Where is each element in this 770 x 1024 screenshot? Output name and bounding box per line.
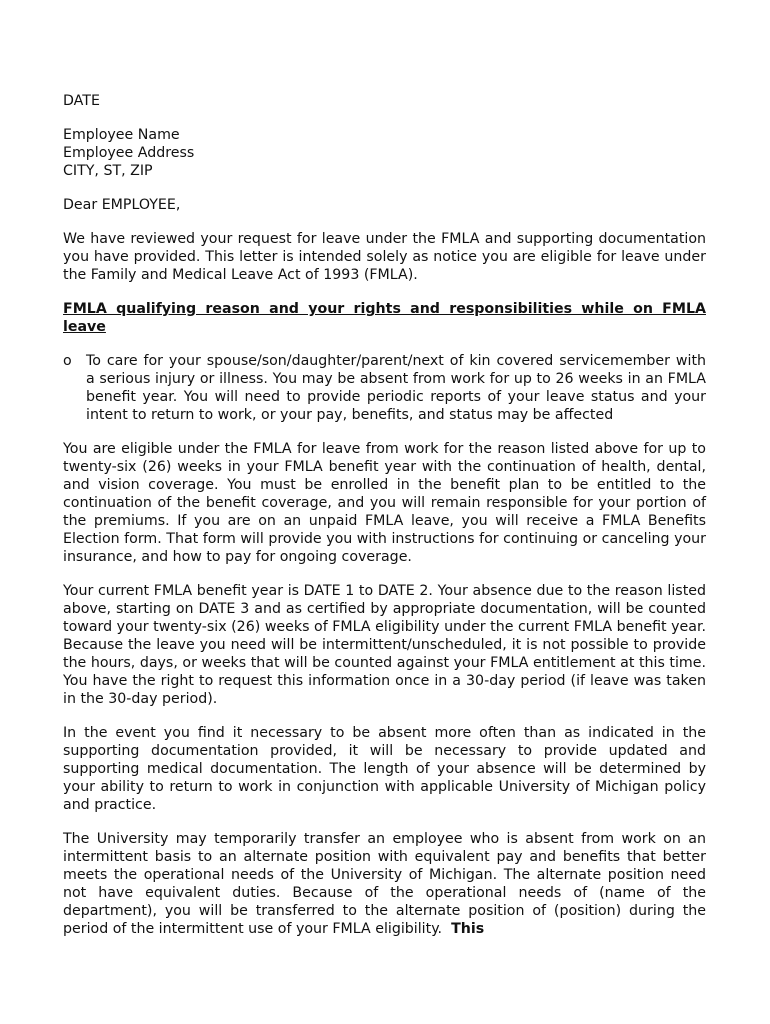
letter-body (63, 92, 706, 938)
bullet-text: To care for your spouse/son/daughter/parent/next of kin covered servicemember with a serious injury or illness. You may be absent from work for up to 26 weeks in an FMLA benefit year. You will need to provide periodic reports of your leave status and your intent to return to work, or your pay, benefits, and status may be affected (86, 353, 706, 423)
employee-name: Employee Name (63, 127, 180, 143)
address-block (63, 126, 706, 180)
bullet-marker: o (63, 353, 72, 369)
transfer-paragraph (63, 830, 706, 938)
salutation: Dear EMPLOYEE, (63, 197, 181, 213)
transfer-paragraph-text: The University may temporarily transfer an employee who is absent from work on an intermittent basis to an alternate position with equivalent pay and benefits that better meets the operational needs of the University of Michigan. The alternate position need not have equivalent duties. Because of the operational needs of (name of the department), you will be transferred to the alternate position of (position) during the period of the intermittent use of your FMLA eligibility. (63, 831, 706, 937)
transfer-paragraph-bold-tail: This (451, 921, 485, 937)
intro-paragraph: We have reviewed your request for leave under the FMLA and supporting documentation you have provided. This letter is intended solely as notice you are eligible for leave under the Family and Medical Leave Act of 1993 (FMLA). (63, 231, 706, 283)
employee-address: Employee Address (63, 145, 195, 161)
employee-city-state-zip: CITY, ST, ZIP (63, 163, 153, 179)
list-item (63, 352, 706, 424)
eligibility-paragraph: You are eligible under the FMLA for leave from work for the reason listed above for up to twenty-six (26) weeks in your FMLA benefit year with the continuation of health, dental, and vision coverage. You must be enrolled in the benefit plan to be entitled to the continuation of the benefit coverage, and you will remain responsible for your portion of the premiums. If you are on an unpaid FMLA leave, you will receive a FMLA Benefits Election form. That form will provide you with instructions for continuing or canceling your insurance, and how to pay for ongoing coverage. (63, 441, 706, 565)
section-heading: FMLA qualifying reason and your rights and responsibilities while on FMLA leave (63, 301, 706, 335)
absence-paragraph: In the event you find it necessary to be absent more often than as indicated in the supporting documentation provided, it will be necessary to provide updated and supporting medical documentation. The length of your absence will be determined by your ability to return to work in conjunction with applicable University of Michigan policy and practice. (63, 725, 706, 813)
benefit-year-paragraph: Your current FMLA benefit year is DATE 1 to DATE 2. Your absence due to the reason listed above, starting on DATE 3 and as certified by appropriate documentation, will be counted toward your twenty-six (26) weeks of FMLA eligibility under the current FMLA benefit year. Because the leave you need will be intermittent/unscheduled, it is not possible to provide the hours, days, or weeks that will be counted against your FMLA entitlement at this time. You have the right to request this information once in a 30-day period (if leave was taken in the 30-day period). (63, 583, 706, 707)
date-line: DATE (63, 93, 100, 109)
